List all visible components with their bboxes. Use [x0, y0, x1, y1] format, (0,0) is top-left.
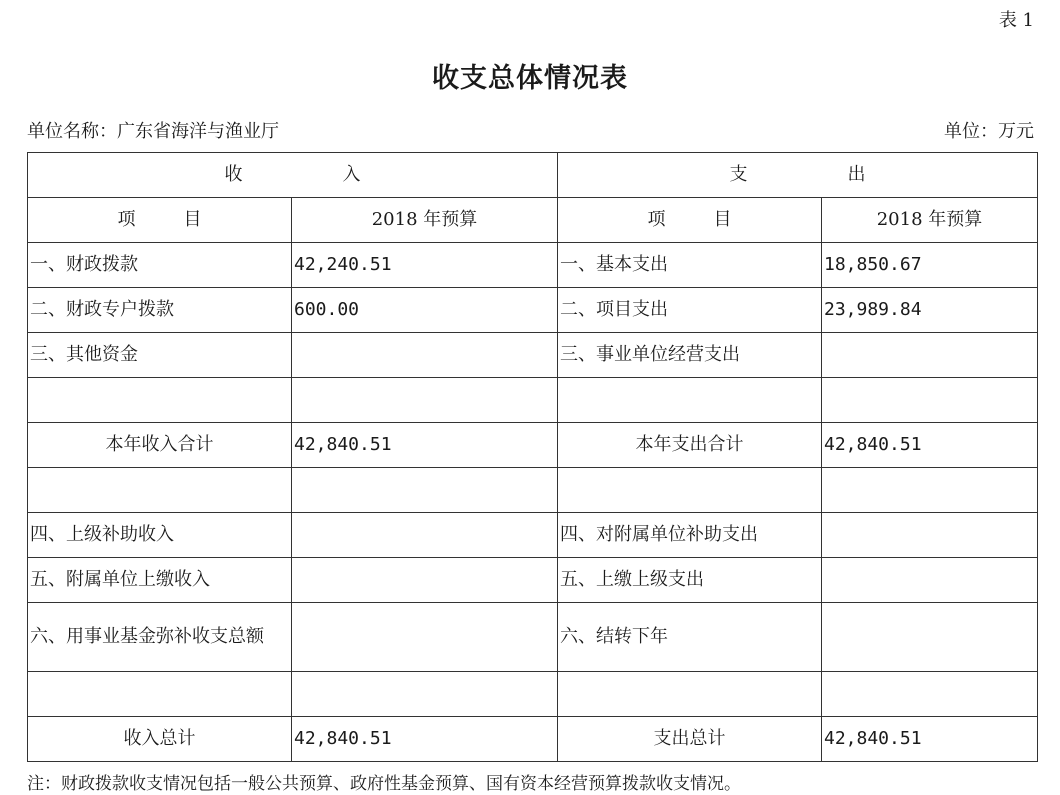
expense-value-cell — [822, 378, 1038, 423]
income-total-value: 42,840.51 — [292, 717, 558, 762]
income-value-cell — [292, 513, 558, 558]
expense-item-column-header — [558, 198, 822, 243]
income-item-column-header — [28, 198, 292, 243]
table-row — [28, 333, 1038, 378]
table-row — [28, 558, 1038, 603]
expense-total-label: 支出总计 — [558, 717, 822, 762]
expense-value-cell — [822, 672, 1038, 717]
income-item-cell: 三、其他资金 — [28, 333, 292, 378]
income-expense-table — [27, 152, 1038, 762]
table-column-header-row — [28, 198, 1038, 243]
income-total-label: 收入总计 — [28, 717, 292, 762]
table-row-subtotal — [28, 423, 1038, 468]
expense-budget-column-header: 2018 年预算 — [822, 198, 1038, 243]
item-header-char-2: 目 — [183, 209, 202, 230]
item-header-char-2: 目 — [713, 209, 732, 230]
income-subtotal-value: 42,840.51 — [292, 423, 558, 468]
income-value-cell — [292, 468, 558, 513]
footnote: 注：财政拨款收支情况包括一般公共预算、政府性基金预算、国有资本经营预算拨款收支情况。 — [27, 774, 741, 794]
expense-item-cell — [558, 378, 822, 423]
income-value-cell — [292, 378, 558, 423]
expense-item-cell — [558, 672, 822, 717]
income-value-cell — [292, 558, 558, 603]
income-budget-column-header: 2018 年预算 — [292, 198, 558, 243]
income-item-cell: 五、附属单位上缴收入 — [28, 558, 292, 603]
income-value-cell: 600.00 — [292, 288, 558, 333]
expense-header-char-1: 支 — [729, 164, 748, 185]
expense-value-cell — [822, 558, 1038, 603]
table-row-empty — [28, 468, 1038, 513]
item-header-char-1: 项 — [117, 209, 136, 230]
table-row — [28, 513, 1038, 558]
table-row — [28, 288, 1038, 333]
expense-item-cell: 二、项目支出 — [558, 288, 822, 333]
income-header-char-2: 入 — [342, 164, 361, 185]
income-item-cell: 六、用事业基金弥补收支总额 — [28, 603, 292, 672]
table-row — [28, 603, 1038, 672]
income-value-cell — [292, 672, 558, 717]
expense-subtotal-label: 本年支出合计 — [558, 423, 822, 468]
income-value-cell: 42,240.51 — [292, 243, 558, 288]
expense-item-cell: 三、事业单位经营支出 — [558, 333, 822, 378]
page-title: 收支总体情况表 — [432, 63, 628, 94]
table-number: 表 1 — [998, 10, 1034, 31]
income-section-header — [28, 153, 558, 198]
expense-value-cell — [822, 468, 1038, 513]
income-subtotal-label: 本年收入合计 — [28, 423, 292, 468]
expense-value-cell: 23,989.84 — [822, 288, 1038, 333]
expense-value-cell — [822, 513, 1038, 558]
expense-section-header — [558, 153, 1038, 198]
expense-item-cell: 四、对附属单位补助支出 — [558, 513, 822, 558]
expense-item-cell — [558, 468, 822, 513]
expense-item-cell: 五、上缴上级支出 — [558, 558, 822, 603]
income-item-cell: 一、财政拨款 — [28, 243, 292, 288]
expense-value-cell — [822, 603, 1038, 672]
income-item-cell: 四、上级补助收入 — [28, 513, 292, 558]
income-item-cell — [28, 672, 292, 717]
table-row-empty — [28, 672, 1038, 717]
income-value-cell — [292, 603, 558, 672]
item-header-char-1: 项 — [647, 209, 666, 230]
income-header-char-1: 收 — [224, 164, 243, 185]
income-item-cell: 二、财政专户拨款 — [28, 288, 292, 333]
expense-item-cell: 六、结转下年 — [558, 603, 822, 672]
table-section-header-row — [28, 153, 1038, 198]
table-row-empty — [28, 378, 1038, 423]
table-row — [28, 243, 1038, 288]
currency-unit-label: 单位：万元 — [944, 121, 1034, 142]
expense-total-value: 42,840.51 — [822, 717, 1038, 762]
income-value-cell — [292, 333, 558, 378]
unit-name-label: 单位名称：广东省海洋与渔业厅 — [27, 121, 279, 142]
income-item-cell — [28, 468, 292, 513]
expense-value-cell — [822, 333, 1038, 378]
income-item-cell — [28, 378, 292, 423]
expense-item-cell: 一、基本支出 — [558, 243, 822, 288]
table-row-total — [28, 717, 1038, 762]
expense-subtotal-value: 42,840.51 — [822, 423, 1038, 468]
expense-value-cell: 18,850.67 — [822, 243, 1038, 288]
expense-header-char-2: 出 — [847, 164, 866, 185]
